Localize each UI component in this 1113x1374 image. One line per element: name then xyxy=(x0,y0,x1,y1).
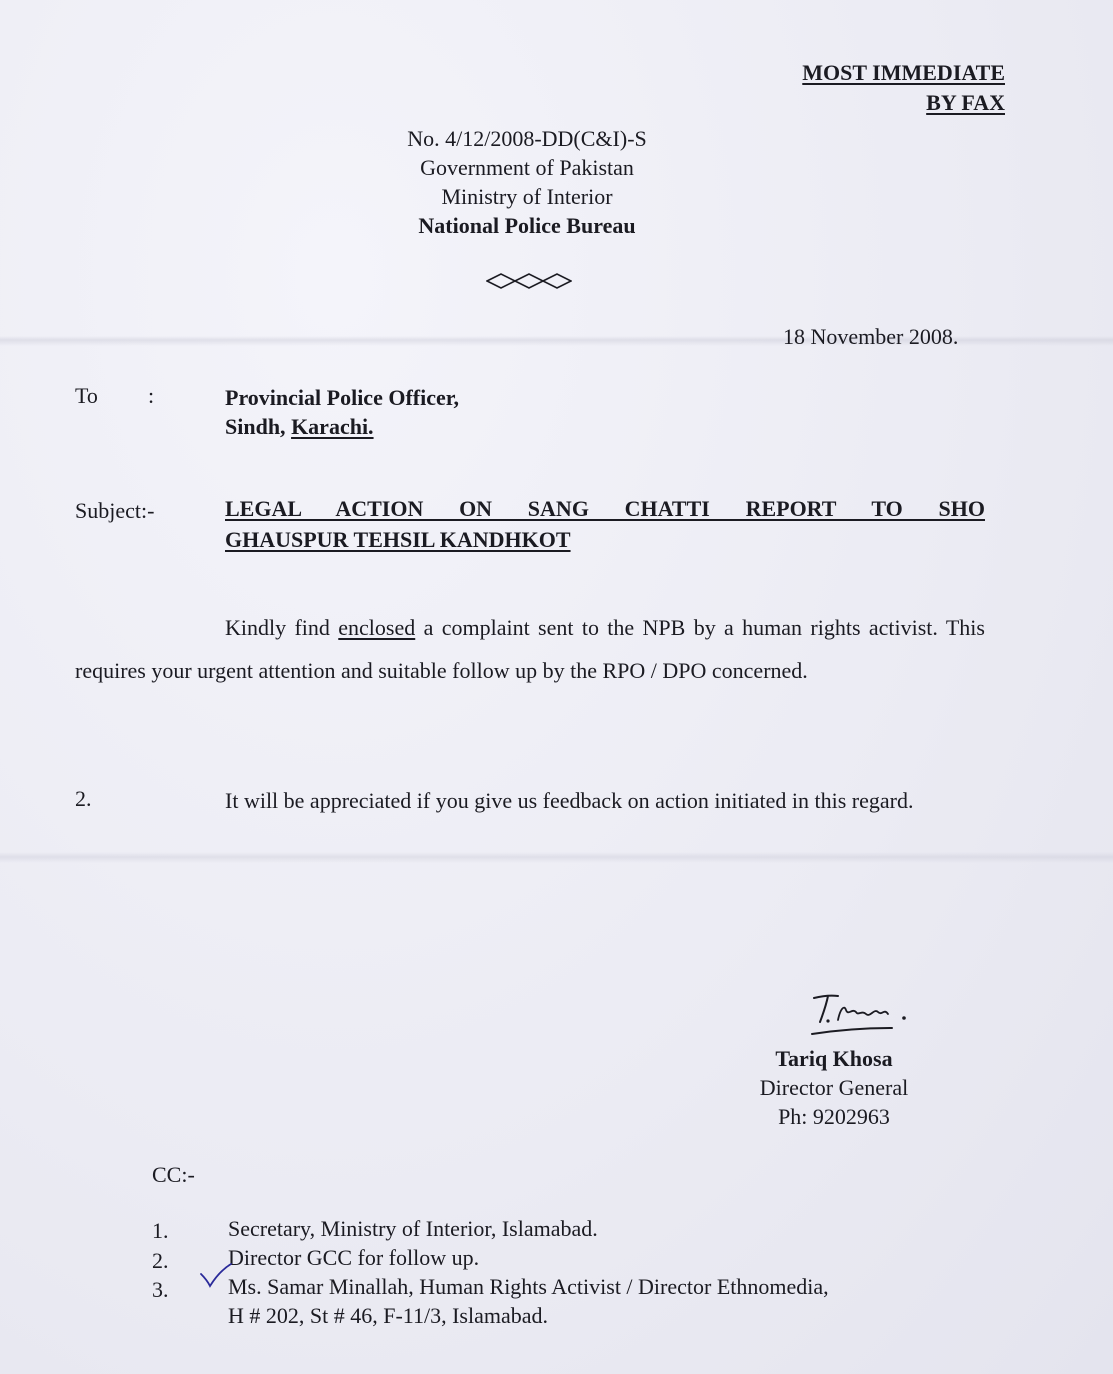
subject-line1: LEGAL ACTION ON SANG CHATTI REPORT TO SHO xyxy=(225,496,985,521)
cc-label: CC:- xyxy=(152,1162,195,1187)
to-colon: : xyxy=(148,383,155,408)
letterhead xyxy=(330,124,724,240)
subject-label: Subject:- xyxy=(75,498,155,523)
diamond-chain-icon xyxy=(486,272,572,290)
signature-block xyxy=(712,1044,956,1131)
addressee-city: Karachi. xyxy=(291,414,374,439)
letter-date: 18 November 2008. xyxy=(783,324,959,349)
handwritten-signature xyxy=(808,990,918,1038)
addressee-province: Sindh, xyxy=(225,414,292,439)
paragraph-1-rest: a complaint sent to the NPB by a human rights activist. This requires your urgent attention and suitable follow up by the RPO / DPO concerned. xyxy=(75,615,985,683)
paragraph-1 xyxy=(75,606,985,692)
cc-item-1-text: Secretary, Ministry of Interior, Islamabad. xyxy=(228,1216,598,1241)
cc-item-3-text: Ms. Samar Minallah, Human Rights Activist / Director Ethnomedia, xyxy=(228,1274,829,1299)
addressee-line2 xyxy=(225,412,459,441)
cc-item-2-number: 2. xyxy=(152,1248,169,1273)
addressee-line1: Provincial Police Officer, xyxy=(225,385,459,410)
paragraph-2: It will be appreciated if you give us feedback on action initiated in this regard. xyxy=(225,788,914,813)
cc-item-3-address: H # 202, St # 46, F-11/3, Islamabad. xyxy=(228,1303,548,1328)
addressee xyxy=(225,383,459,441)
government-name: Government of Pakistan xyxy=(420,155,634,180)
signatory-title: Director General xyxy=(759,1075,909,1100)
reference-number: No. 4/12/2008-DD(C&I)-S xyxy=(407,126,647,151)
cc-item-1-number: 1. xyxy=(152,1218,169,1243)
to-label: To xyxy=(75,383,98,408)
subject-line2: GHAUSPUR TEHSIL KANDHKOT xyxy=(225,527,571,552)
signatory-name: Tariq Khosa xyxy=(775,1046,893,1071)
paragraph-1-start: Kindly find xyxy=(225,615,339,640)
bureau-name: National Police Bureau xyxy=(418,213,636,238)
cc-item-2-text: Director GCC for follow up. xyxy=(228,1245,480,1270)
signatory-phone: Ph: 9202963 xyxy=(778,1104,890,1129)
priority-by-fax: BY FAX xyxy=(926,90,1005,115)
enclosed-word: enclosed xyxy=(338,615,416,640)
paragraph-2-number: 2. xyxy=(75,786,92,811)
check-mark-icon xyxy=(199,1262,233,1292)
cc-item-3-number: 3. xyxy=(152,1277,169,1302)
ministry-name: Ministry of Interior xyxy=(441,184,613,209)
priority-most-immediate: MOST IMMEDIATE xyxy=(802,60,1005,85)
